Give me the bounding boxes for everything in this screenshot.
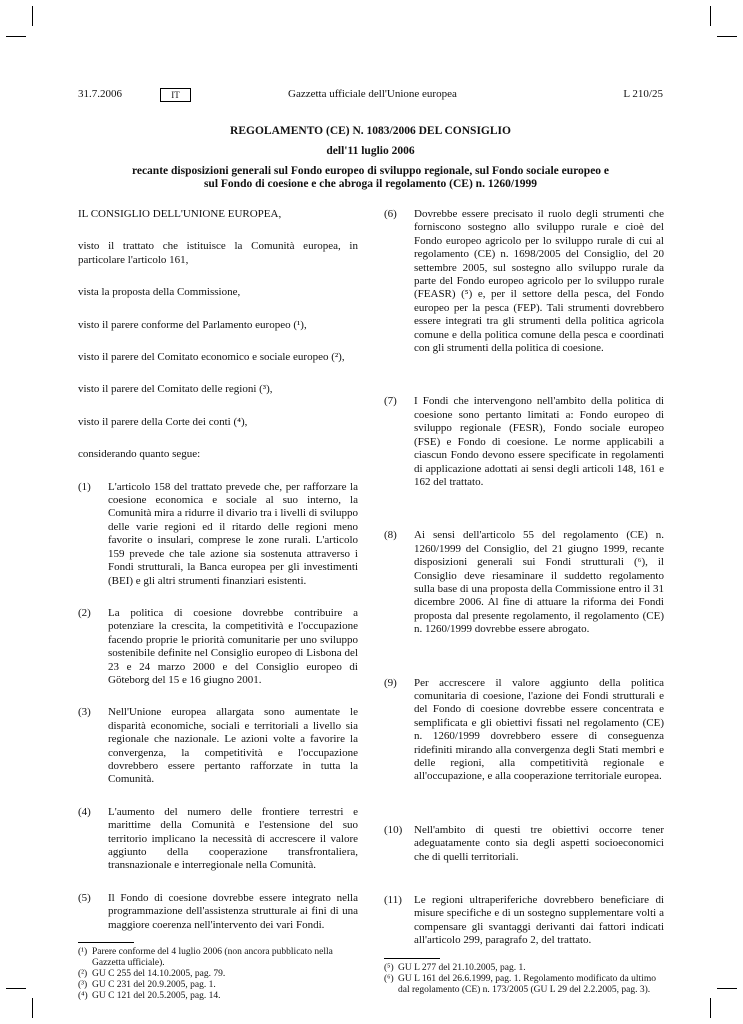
recital <box>384 894 664 948</box>
footnote-text: GU C 255 del 14.10.2005, pag. 79. <box>92 969 226 980</box>
recital-number: (10) <box>384 823 403 836</box>
preamble-line: visto il parere conforme del Parlamento europeo (¹), <box>78 318 307 331</box>
footnote-mark: (⁶) <box>384 973 394 984</box>
footnote-text: GU C 231 del 20.9.2005, pag. 1. <box>92 980 216 991</box>
crop-mark <box>6 988 26 989</box>
footnote-mark: (²) <box>78 969 88 980</box>
journal-name: Gazzetta ufficiale dell'Unione europea <box>288 88 457 100</box>
recital-text: Ai sensi dell'articolo 55 del regolamento (CE) n. 1260/1999 del Consiglio, del 21 giugno 1999, recante disposizioni generali sui Fondi strutturali (⁶), il Consiglio deve riesaminare il suddetto regolamento sulla base di una proposta della Commissione entro il 31 dicembre 2006. Al fine di attuare la riforma dei Fondi proposta dal presente regolamento, il regolamento (CE) n. 1260/1999 dovrebbe essere abrogato. <box>414 529 664 636</box>
footnote <box>78 991 358 1002</box>
recital-number: (9) <box>384 676 397 689</box>
footnote-mark: (⁵) <box>384 962 394 973</box>
recital <box>78 706 358 786</box>
crop-mark <box>710 998 711 1018</box>
footnote-divider <box>78 942 134 943</box>
recital <box>384 824 664 864</box>
recital-text: Nell'Unione europea allargata sono aumentate le disparità economiche, sociali e territoriali a livello sia regionale che nazionale. Le azioni volte a favorire la convergenza, la competitività e l'occupazione dovrebbero essere pertanto rafforzate in tutta la Comunità. <box>108 706 358 786</box>
preamble-line: considerando quanto segue: <box>78 448 201 461</box>
preamble-line: visto il parere della Corte dei conti (⁴), <box>78 415 248 428</box>
footnote <box>384 963 664 974</box>
recital <box>384 208 664 355</box>
footnote-text: GU L 277 del 21.10.2005, pag. 1. <box>398 962 526 973</box>
recital-text: I Fondi che intervengono nell'ambito della politica di coesione sono pertanto limitati a: Fondo europeo di sviluppo regionale (FESR), Fondo sociale europeo (FSE) e Fondo di coesione. Le norme applicabili a ciascun Fondo devono essere specificate in regolamenti di applicazione adottati ai sensi degli articoli 148, 161 e 162 del trattato. <box>414 395 664 488</box>
left-column <box>78 208 358 1002</box>
crop-mark <box>717 988 737 989</box>
recital-text: Le regioni ultraperiferiche dovrebbero beneficiare di misure specifiche e di un sostegno supplementare volti a compensare gli svantaggi derivanti dai fattori indicati all'articolo 299, paragrafo 2, del trattato. <box>414 894 664 947</box>
footnote <box>78 969 358 980</box>
preamble-line: IL CONSIGLIO DELL'UNIONE EUROPEA, <box>78 208 282 220</box>
footnote-text: GU C 121 del 20.5.2005, pag. 14. <box>92 991 221 1002</box>
recital-number: (3) <box>78 706 91 719</box>
recital-number: (6) <box>384 208 397 220</box>
recital-number: (4) <box>78 805 91 818</box>
crop-mark <box>710 6 711 26</box>
footnote <box>78 980 358 991</box>
recital-text: L'aumento del numero delle frontiere terrestri e marittime della Comunità e l'estensione del suo territorio implicano la necessità di accrescere il valore aggiunto della cooperazione transfrontaliera, transnazionale e interregionale nella Comunità. <box>108 805 358 872</box>
recital <box>78 892 358 932</box>
footnote-mark: (¹) <box>78 947 88 958</box>
crop-mark <box>6 36 26 37</box>
recital <box>384 529 664 636</box>
recital-text: La politica di coesione dovrebbe contribuire a potenziare la crescita, la competitività e l'occupazione facendo proprie le priorità comunitarie per uno sviluppo sostenibile definite nel Consiglio europeo di Lisbona del 23 e 24 marzo 2000 e del Consiglio europeo di Göteborg del 15 e 16 giugno 2001. <box>108 606 358 686</box>
crop-mark <box>32 6 33 26</box>
footnote <box>78 947 358 969</box>
recital-text: Per accrescere il valore aggiunto della politica comunitaria di coesione, l'azione dei Fondi strutturali e del Fondo di coesione dovrebbe essere concentrata e semplificata e gli obiettivi fissati nel regolamento (CE) n. 1260/1999 dovrebbero essere di conseguenza ridefiniti mirando alla convergenza degli Stati membri e delle regioni, alla competitività regionale e all'occupazione, e alla cooperazione territoriale europea. <box>414 676 664 783</box>
recital <box>78 607 358 687</box>
regulation-title: REGOLAMENTO (CE) N. 1083/2006 DEL CONSIGLIO <box>230 125 511 137</box>
recital <box>384 677 664 784</box>
footnote-text: GU L 161 del 26.6.1999, pag. 1. Regolamento modificato da ultimo dal regolamento (CE) n. 173/2005 (GU L 29 del 2.2.2005, pag. 3). <box>398 973 656 995</box>
recital-text: Il Fondo di coesione dovrebbe essere integrato nella programmazione dell'assistenza strutturale ai fini di una maggiore coerenza nell'intervento dei vari Fondi. <box>108 891 358 931</box>
page-reference: L 210/25 <box>623 88 663 100</box>
footnote-text: Parere conforme del 4 luglio 2006 (non ancora pubblicato nella Gazzetta ufficiale). <box>92 947 333 969</box>
recital-text: Nell'ambito di questi tre obiettivi occorre tener adeguatamente conto sia degli aspetti socioeconomici che di quelli territoriali. <box>414 823 664 863</box>
recital-text: Dovrebbe essere precisato il ruolo degli strumenti che forniscono sostegno allo sviluppo rurale e cioè del Fondo europeo agricolo per lo sviluppo rurale di cui al regolamento (CE) n. 1698/2005 del Consiglio, del 20 settembre 2005, sul sostegno allo sviluppo rurale da parte del Fondo europeo agricolo per lo sviluppo rurale (FEASR) (⁵) e, per il settore della pesca, del Fondo europeo per la pesca (FEP). Tali strumenti dovrebbero essere integrati tra gli strumenti della politica agricola comune e della politica comune della pesca e coordinati con gli strumenti della politica di coesione. <box>414 208 664 355</box>
language-code-box: IT <box>160 88 191 102</box>
footnote-mark: (³) <box>78 980 88 991</box>
right-column <box>384 208 664 996</box>
footnote-divider <box>384 958 440 959</box>
footnote-mark: (⁴) <box>78 991 88 1002</box>
footnote <box>384 974 664 996</box>
crop-mark <box>32 998 33 1018</box>
preamble-line: visto il parere del Comitato delle regioni (³), <box>78 383 273 396</box>
recital-number: (8) <box>384 529 397 542</box>
regulation-date: dell'11 luglio 2006 <box>326 145 415 157</box>
recital-number: (11) <box>384 894 402 907</box>
recital <box>384 395 664 489</box>
recital-number: (5) <box>78 891 91 904</box>
regulation-subject-line-2: sul Fondo di coesione e che abroga il regolamento (CE) n. 1260/1999 <box>203 178 538 190</box>
running-header <box>78 88 663 104</box>
preamble-line: vista la proposta della Commissione, <box>78 286 241 299</box>
recital-number: (2) <box>78 606 91 619</box>
regulation-subject-line-1: recante disposizioni generali sul Fondo europeo di sviluppo regionale, sul Fondo sociale europeo e <box>131 165 610 177</box>
recital-text: L'articolo 158 del trattato prevede che, per rafforzare la coesione economica e sociale al suo interno, la Comunità mira a ridurre il divario tra i livelli di sviluppo delle varie regioni ed il ritardo delle regioni meno favorite o insulari, comprese le zone rurali. L'articolo 159 prevede che tale azione sia sostenuta attraverso i Fondi strutturali, la Banca europea per gli investimenti (BEI) e gli altri strumenti finanziari esistenti. <box>108 480 358 587</box>
header-date: 31.7.2006 <box>78 88 122 100</box>
recital <box>78 806 358 873</box>
recital <box>78 481 358 588</box>
crop-mark <box>717 36 737 37</box>
recital-number: (7) <box>384 395 397 408</box>
recital-number: (1) <box>78 480 91 493</box>
preamble-line: visto il parere del Comitato economico e sociale europeo (²), <box>78 351 345 364</box>
preamble-line: visto il trattato che istituisce la Comunità europea, in particolare l'articolo 161, <box>78 240 358 266</box>
